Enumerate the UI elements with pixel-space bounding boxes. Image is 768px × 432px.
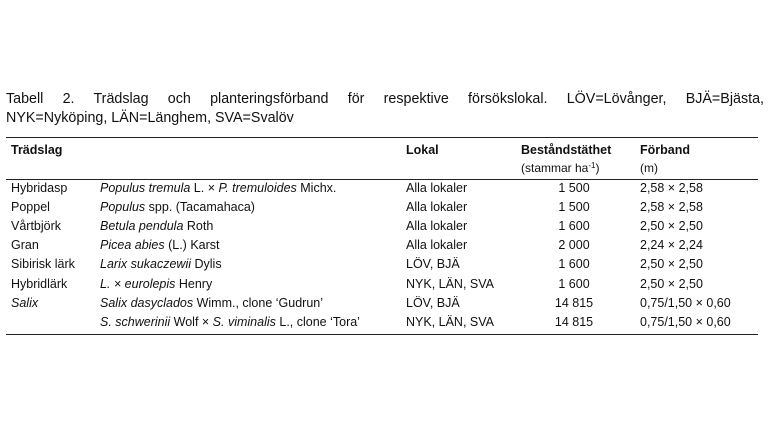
cell-density: 1 600 [558, 257, 590, 272]
latin-segment: Wolf × [170, 314, 213, 329]
cell-density: 14 815 [554, 314, 594, 329]
cell-lokal: Alla lokaler [406, 181, 468, 195]
cell-latin-name [100, 313, 360, 332]
cell-species: Salix [11, 295, 39, 310]
cell-lokal: LÖV, BJÄ [406, 257, 460, 272]
cell-species: Sibirisk lärk [11, 257, 75, 272]
cell-species: Vårtbjörk [11, 219, 62, 234]
cell-spacing: 2,58 × 2,58 [640, 181, 703, 195]
cell-species: Poppel [11, 200, 50, 215]
cell-density: 1 500 [558, 200, 590, 215]
cell-spacing: 2,58 × 2,58 [640, 200, 703, 215]
table-row [0, 198, 768, 217]
cell-density: 2 000 [558, 238, 590, 253]
cell-spacing: 2,50 × 2,50 [640, 219, 703, 234]
header-density-unit: (stammar $ha^{-1}$) [521, 161, 600, 175]
table-row [0, 294, 768, 313]
cell-density: 1 600 [558, 219, 590, 234]
header-spacing: Förband [640, 143, 690, 157]
cell-lokal: Alla lokaler [406, 238, 468, 253]
table-top-rule [6, 137, 758, 138]
cell-latin-name [100, 217, 213, 236]
header-spacing-unit: (m) [640, 161, 658, 175]
latin-segment: L., clone ‘Tora’ [275, 314, 360, 329]
header-tradslag: Trädslag [11, 143, 63, 157]
cell-lokal: Alla lokaler [406, 219, 468, 234]
table-row [0, 217, 768, 236]
latin-segment: Betula pendula [100, 219, 184, 234]
cell-species: Gran [11, 238, 39, 253]
table-row [0, 313, 768, 332]
latin-segment: Picea abies [100, 238, 165, 253]
table-bottom-rule [6, 334, 758, 335]
latin-segment: Salix dasyclados [100, 295, 194, 310]
caption-line-2: NYK=Nyköping, LÄN=Länghem, SVA=Svalöv [6, 110, 294, 126]
header-lokal: Lokal [406, 143, 439, 157]
cell-lokal: Alla lokaler [406, 200, 468, 215]
latin-segment: Dylis [191, 257, 222, 272]
cell-latin-name [100, 198, 255, 217]
cell-latin-name [100, 255, 222, 274]
latin-segment: S. schwerinii [100, 314, 171, 329]
latin-segment: S. viminalis [212, 314, 276, 329]
latin-segment: Roth [183, 219, 214, 234]
cell-latin-name [100, 179, 336, 198]
latin-segment: Wimm., clone ‘Gudrun’ [193, 295, 324, 310]
latin-segment: P. tremuloides [218, 181, 297, 195]
table-caption [6, 90, 764, 128]
cell-species: Hybridasp [11, 181, 68, 195]
latin-segment: Michx. [296, 181, 337, 195]
cell-density: 14 815 [554, 295, 594, 310]
cell-spacing: 2,24 × 2,24 [640, 238, 703, 253]
cell-species: Hybridlärk [11, 276, 68, 291]
cell-density: 1 500 [558, 181, 590, 195]
table-row [0, 236, 768, 255]
table-row [0, 255, 768, 274]
cell-spacing: 0,75/1,50 × 0,60 [640, 295, 731, 310]
cell-density: 1 600 [558, 276, 590, 291]
cell-lokal: LÖV, BJÄ [406, 295, 460, 310]
table-row [0, 179, 768, 198]
header-density: Beståndstäthet [521, 143, 612, 157]
latin-segment: L. × [190, 181, 219, 195]
cell-spacing: 2,50 × 2,50 [640, 257, 703, 272]
latin-segment: spp. (Tacamahaca) [145, 200, 255, 215]
cell-latin-name [100, 275, 212, 294]
latin-segment: Henry [175, 276, 213, 291]
cell-latin-name [100, 294, 323, 313]
latin-segment: Populus [100, 200, 146, 215]
latin-segment: Larix sukaczewii [100, 257, 192, 272]
table-row [0, 275, 768, 294]
cell-lokal: NYK, LÄN, SVA [406, 314, 494, 329]
cell-lokal: NYK, LÄN, SVA [406, 276, 494, 291]
cell-spacing: 0,75/1,50 × 0,60 [640, 314, 731, 329]
latin-segment: (L.) Karst [164, 238, 220, 253]
caption-line-1: Tabell 2. Trädslag och planteringsförband för respektive försökslokal. LÖV=Lövånger, BJÄ=Bjästa, [6, 91, 764, 107]
cell-spacing: 2,50 × 2,50 [640, 276, 703, 291]
cell-latin-name [100, 236, 220, 255]
latin-segment: L. × eurolepis [100, 276, 176, 291]
latin-segment: Populus tremula [100, 181, 191, 195]
